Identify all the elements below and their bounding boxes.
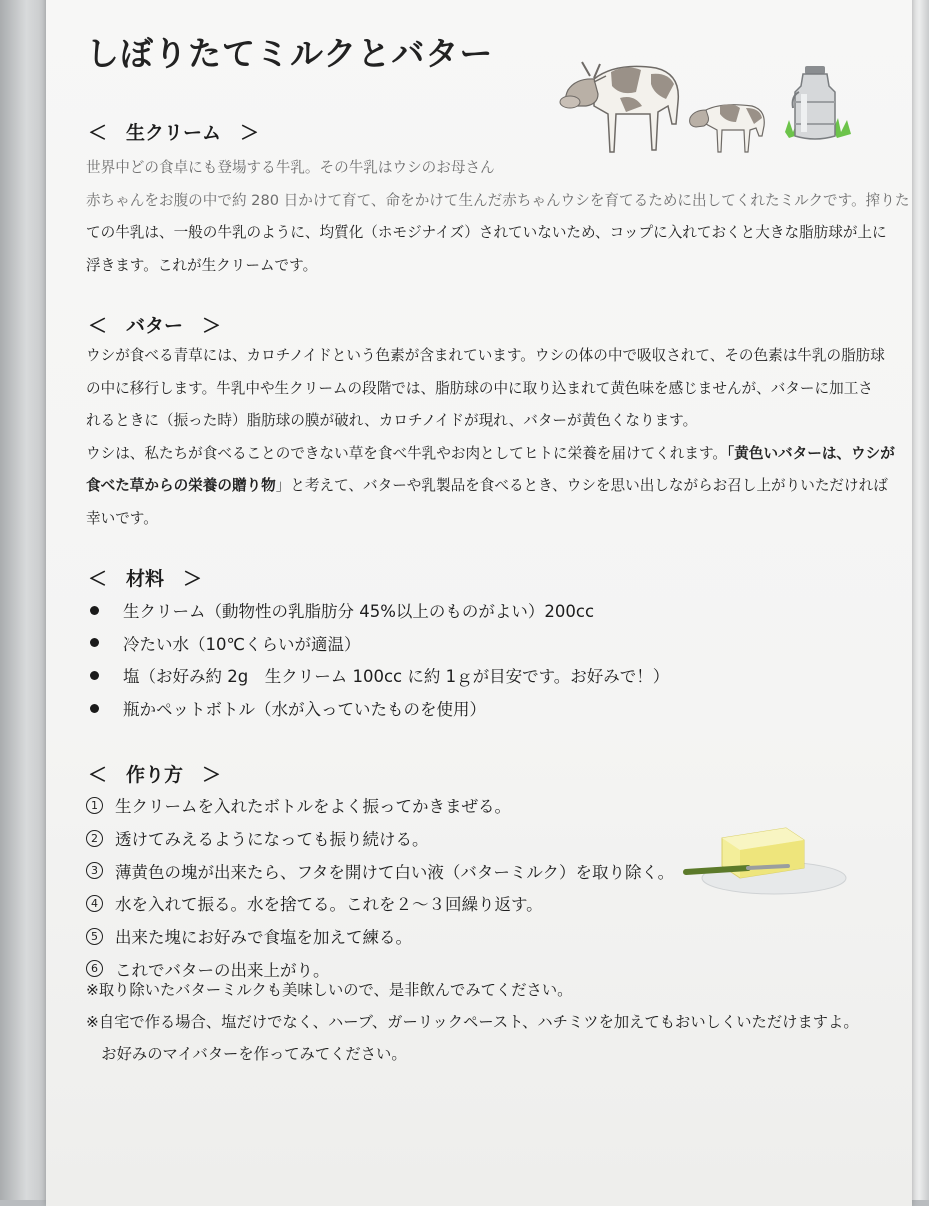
page-title: しぼりたてミルクとバター <box>86 34 494 73</box>
heading-ingredients: ＜ 材料 ＞ <box>88 568 203 590</box>
list-item <box>86 822 674 855</box>
list-item <box>86 854 674 887</box>
butter-line-5-text: 」と考えて、バターや乳製品を食べるとき、ウシを思い出しながらお召し上がりいただければ <box>275 477 888 494</box>
ingredients-list <box>86 594 669 724</box>
cream-line-1: 世界中どの食卓にも登場する牛乳。その牛乳はウシのお母さん <box>86 159 495 176</box>
butter-line-6: 幸いです。 <box>86 509 158 527</box>
step-number: 2 <box>86 830 103 847</box>
note-3: お好みのマイバターを作ってみてください。 <box>86 1045 407 1063</box>
cream-line-2: 赤ちゃんをお腹の中で約 280 日かけて育て、命をかけて生んだ赤ちゃんウシを育てるために出してくれたミルクです。搾りた <box>86 191 910 209</box>
butter-line-5 <box>86 470 886 503</box>
note-2: ※自宅で作る場合、塩だけでなく、ハーブ、ガーリックペースト、ハチミツを加えてもおいしくいただけますよ。 <box>86 1013 859 1031</box>
step-number: 4 <box>86 895 103 912</box>
step-number: 6 <box>86 960 103 977</box>
step-text: これでバターの出来上がり。 <box>115 960 330 980</box>
butter-line-1: ウシが食べる青草には、カロチノイドという色素が含まれています。ウシの体の中で吸収されて、その色素は牛乳の脂肪球 <box>86 347 885 364</box>
butter-line-4-emphasis: 「黄色いバターは、ウシが <box>726 444 895 462</box>
heading-butter: ＜ バター ＞ <box>88 315 222 337</box>
note-1: ※取り除いたバターミルクも美味しいので、是非飲んでみてください。 <box>86 981 573 999</box>
step-text: 透けてみえるようになっても振り続ける。 <box>115 830 429 850</box>
bullet-icon <box>90 606 99 615</box>
bullet-icon <box>90 671 99 680</box>
ingredient-text: 塩（お好み約 2g 生クリーム 100cc に約 1ｇが目安です。お好みで！） <box>123 667 670 687</box>
heading-cream: ＜ 生クリーム ＞ <box>88 122 260 144</box>
document-page <box>46 0 912 1206</box>
list-item <box>86 659 669 692</box>
butter-line-4 <box>86 438 895 471</box>
heading-method: ＜ 作り方 ＞ <box>88 764 222 786</box>
paragraph-butter <box>86 340 895 535</box>
cream-line-3: ての牛乳は、一般の牛乳のように、均質化（ホモジナイズ）されていないため、コップに入れておくと大きな脂肪球が上に <box>86 224 887 241</box>
step-text: 出来た塊にお好みで食塩を加えて練る。 <box>115 928 412 948</box>
calf-icon <box>682 96 770 156</box>
step-number: 1 <box>86 797 103 814</box>
list-item <box>86 594 669 627</box>
butter-line-3: れるときに（振った時）脂肪球の膜が破れ、カロチノイドが現れ、バターが黄色くなります。 <box>86 412 698 429</box>
step-text: 生クリームを入れたボトルをよく振ってかきまぜる。 <box>115 797 511 817</box>
butter-line-5-emphasis: 食べた草からの栄養の贈り物 <box>86 477 276 494</box>
cow-icon <box>516 54 686 159</box>
ingredient-text: 瓶かペットボトル（水が入っていたものを使用） <box>123 700 486 720</box>
butter-line-2: の中に移行します。牛乳中や生クリームの段階では、脂肪球の中に取り込まれて黄色味を感じませんが、バターに加工さ <box>86 379 873 397</box>
step-text: 水を入れて振る。水を捨てる。これを２～３回繰り返す。 <box>115 895 543 915</box>
list-item <box>86 887 674 920</box>
step-number: 3 <box>86 862 103 879</box>
list-item <box>86 627 669 660</box>
list-item <box>86 920 674 953</box>
ingredient-text: 生クリーム（動物性の乳脂肪分 45%以上のものがよい）200cc <box>123 602 595 622</box>
bullet-icon <box>90 704 99 713</box>
left-page-edge <box>0 0 48 1200</box>
milk-can-icon <box>781 62 856 147</box>
cream-line-4: 浮きます。これが生クリームです。 <box>86 256 318 274</box>
method-steps <box>86 789 674 985</box>
step-text: 薄黄色の塊が出来たら、フタを開けて白い液（バターミルク）を取り除く。 <box>115 862 675 882</box>
list-item <box>86 789 674 822</box>
step-number: 5 <box>86 928 103 945</box>
paragraph-cream <box>86 152 910 282</box>
bullet-icon <box>90 638 99 647</box>
butter-line-4-text: ウシは、私たちが食べることのできない草を食べ牛乳やお肉としてヒトに栄養を届けてくれます。 <box>86 444 727 462</box>
list-item <box>86 692 669 725</box>
butter-dish-icon <box>678 820 848 902</box>
ingredient-text: 冷たい水（10℃くらいが適温） <box>123 634 361 654</box>
